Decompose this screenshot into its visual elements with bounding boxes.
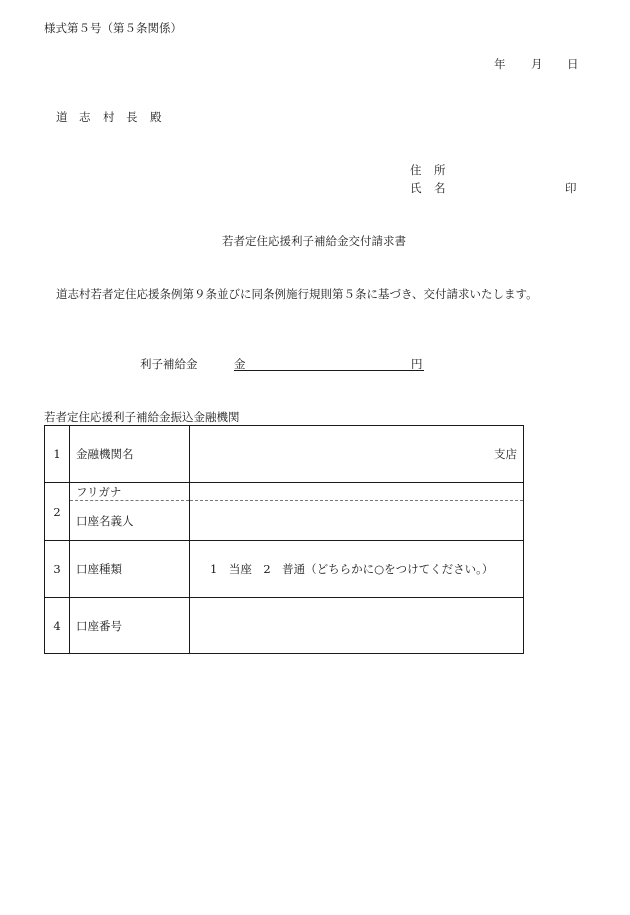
furigana-field[interactable] (190, 483, 524, 501)
table-row-furigana (45, 483, 524, 501)
table-row-account-number (45, 598, 524, 654)
bank-branch-field[interactable] (190, 426, 524, 483)
table-row-account-holder (45, 501, 524, 541)
amount-suffix: 円 (411, 357, 423, 371)
table-row-bank-name (45, 426, 524, 483)
address-label-char-2: 所 (434, 163, 446, 177)
date-day-label: 日 (567, 57, 579, 71)
address-label-char-1: 住 (410, 163, 422, 177)
addressee-honorific: 殿 (150, 110, 162, 124)
date-month-label: 月 (531, 57, 543, 71)
account-number-field[interactable] (190, 598, 524, 654)
bank-name-label: 金融機関名 (70, 426, 190, 483)
account-type-label: 口座種類 (70, 541, 190, 598)
seal-mark: 印 (565, 181, 577, 195)
addressee-char-1: 道 (56, 110, 68, 124)
account-number-label: 口座番号 (70, 598, 190, 654)
amount-prefix: 金 (234, 357, 246, 371)
row-number: 4 (45, 598, 70, 654)
row-number: 1 (45, 426, 70, 483)
addressee-char-2: 志 (79, 110, 91, 124)
bank-account-table (44, 425, 524, 654)
name-label-char-1: 氏 (410, 181, 422, 195)
addressee-char-4: 長 (126, 110, 138, 124)
amount-field[interactable] (234, 356, 424, 371)
account-holder-field[interactable] (190, 501, 524, 541)
account-holder-label: 口座名義人 (70, 501, 190, 541)
table-row-account-type (45, 541, 524, 598)
form-number: 様式第５号（第５条関係） (44, 21, 182, 35)
table-title: 若者定住応援利子補給金振込金融機関 (44, 410, 240, 424)
body-text: 道志村若者定住応援条例第９条並びに同条例施行規則第５条に基づき、交付請求いたします。 (56, 287, 538, 301)
row-number: 3 (45, 541, 70, 598)
document-title: 若者定住応援利子補給金交付請求書 (222, 234, 406, 248)
date-year-label: 年 (494, 57, 506, 71)
row-number: 2 (45, 483, 70, 541)
addressee-char-3: 村 (103, 110, 115, 124)
furigana-label: フリガナ (70, 483, 190, 501)
name-label-char-2: 名 (434, 181, 446, 195)
branch-suffix: 支店 (494, 447, 517, 461)
account-type-options[interactable]: 1 当座 2 普通（どちらかに○をつけてください。） (190, 541, 524, 598)
amount-label: 利子補給金 (140, 357, 198, 371)
